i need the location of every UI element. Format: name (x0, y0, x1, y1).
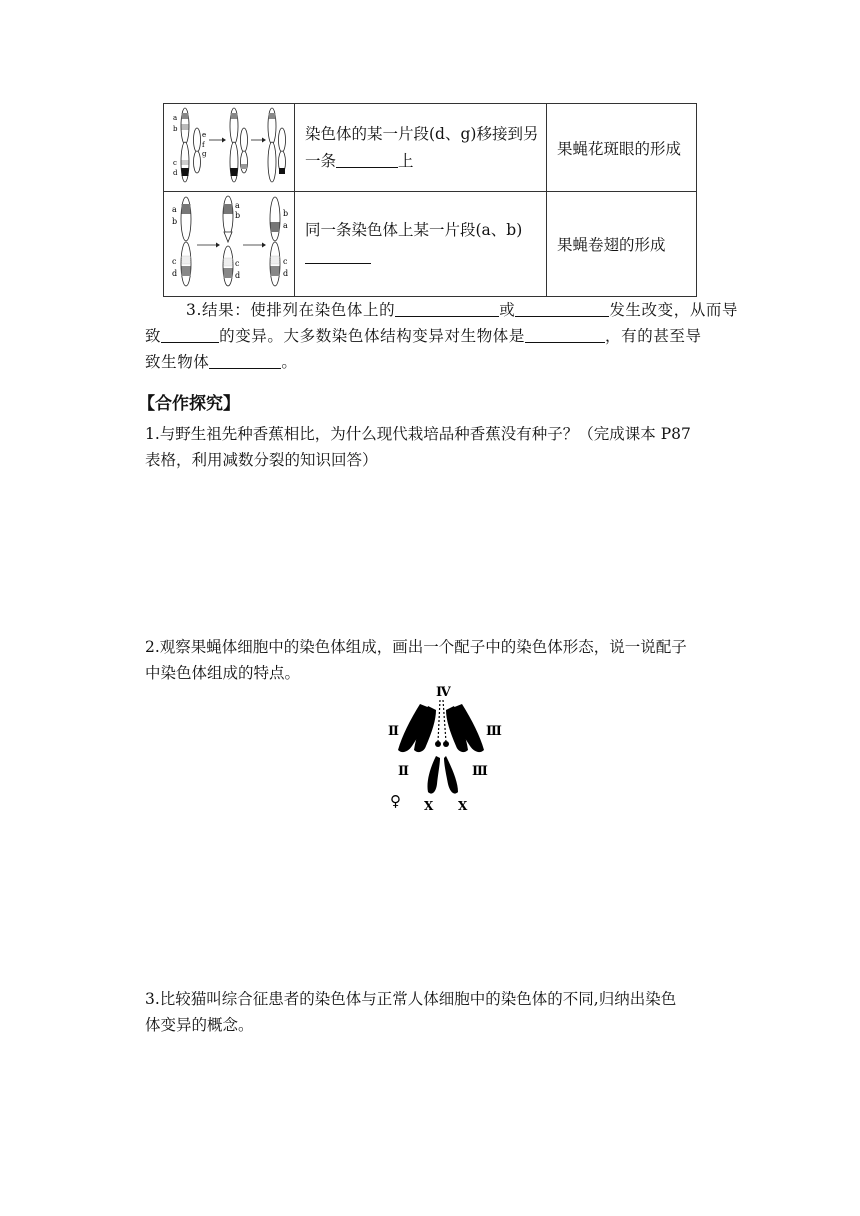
svg-text:a: a (283, 221, 288, 230)
label-x-2: X (458, 799, 468, 813)
svg-text:d: d (283, 269, 289, 278)
row1-text: 染色体的某一片段(d、g)移接到另一条 (305, 124, 539, 170)
label-e: e (202, 131, 207, 139)
row1-text-after: 上 (398, 151, 414, 170)
result-blank-2[interactable] (515, 300, 609, 317)
label-d: d (172, 269, 178, 278)
question-3-line-1: 3.比较猫叫综合征患者的染色体与正常人体细胞中的染色体的不同,归纳出染色 (145, 990, 677, 1008)
chromosome-iv-b (443, 741, 449, 747)
question-3-line-2: 体变异的概念。 (145, 1016, 254, 1034)
label-chromosome-iii-lower: Ⅲ (472, 764, 488, 779)
label-d: d (173, 169, 178, 177)
row2-description (295, 192, 547, 297)
result-text: 或 (499, 301, 516, 319)
female-symbol: ♀ (390, 792, 401, 810)
row1-blank[interactable] (336, 151, 398, 168)
fruit-fly-karyotype (380, 680, 510, 815)
row2-blank[interactable] (305, 247, 371, 264)
variation-table (163, 103, 697, 297)
question-2-line-2: 中染色体组成的特点。 (145, 664, 301, 682)
question-2-line-1: 2.观察果蝇体细胞中的染色体组成，画出一个配子中的染色体形态，说一说配子 (145, 638, 687, 656)
result-line-3 (145, 349, 298, 375)
svg-text:c: c (283, 257, 288, 266)
result-text: 3.结果：使排列在染色体上的 (186, 301, 396, 319)
svg-text:a: a (235, 201, 240, 210)
svg-text:b: b (283, 209, 289, 218)
label-f: f (202, 141, 205, 149)
translocation-diagram (164, 104, 294, 187)
svg-text:c: c (235, 259, 240, 268)
result-line-2 (145, 323, 702, 349)
row1-example: 果蝇花斑眼的形成 (547, 104, 697, 192)
label-chromosome-ii-lower: Ⅱ (398, 764, 409, 779)
label-chromosome-iii-upper: Ⅲ (486, 724, 502, 739)
result-blank-5[interactable] (209, 352, 281, 369)
svg-text:b: b (235, 211, 241, 220)
label-b: b (173, 125, 178, 133)
chromosome-x-b (444, 756, 458, 794)
chromosome-x-a (427, 756, 440, 794)
result-text: 发生改变，从而导 (609, 301, 739, 319)
label-a: a (173, 114, 178, 122)
result-text: 。 (281, 353, 298, 371)
table-row (164, 192, 697, 297)
question-1-line-1: 1.与野生祖先种香蕉相比，为什么现代栽培品种香蕉没有种子？（完成课本 P87 (145, 425, 691, 443)
result-blank-3[interactable] (161, 326, 219, 343)
result-blank-4[interactable] (525, 326, 605, 343)
label-a: a (172, 205, 177, 214)
label-c: c (172, 257, 177, 266)
table-row (164, 104, 697, 192)
label-x-1: X (424, 799, 434, 813)
question-1-line-2: 表格，利用减数分裂的知识回答） (145, 451, 378, 469)
inversion-figure-cell (164, 192, 295, 297)
label-c: c (173, 159, 177, 167)
result-blank-1[interactable] (395, 300, 499, 317)
label-b: b (172, 217, 178, 226)
row1-description (295, 104, 547, 192)
result-text: 致生物体 (145, 353, 210, 371)
inversion-diagram (164, 192, 294, 292)
result-text: 致 (145, 327, 162, 345)
result-text: 的变异。大多数染色体结构变异对生物体是 (219, 327, 526, 345)
result-line-1 (186, 297, 738, 323)
label-g: g (202, 150, 207, 158)
chromosome-iv-a (435, 741, 441, 747)
row2-example: 果蝇卷翅的形成 (547, 192, 697, 297)
section-title: 【合作探究】 (138, 394, 240, 414)
row2-text: 同一条染色体上某一片段(a、b) (305, 221, 523, 239)
translocation-figure-cell (164, 104, 295, 192)
label-chromosome-ii-upper: Ⅱ (388, 724, 399, 739)
svg-text:d: d (235, 271, 241, 280)
label-chromosome-iv: Ⅳ (436, 685, 451, 700)
result-text: ，有的甚至导 (605, 327, 702, 345)
